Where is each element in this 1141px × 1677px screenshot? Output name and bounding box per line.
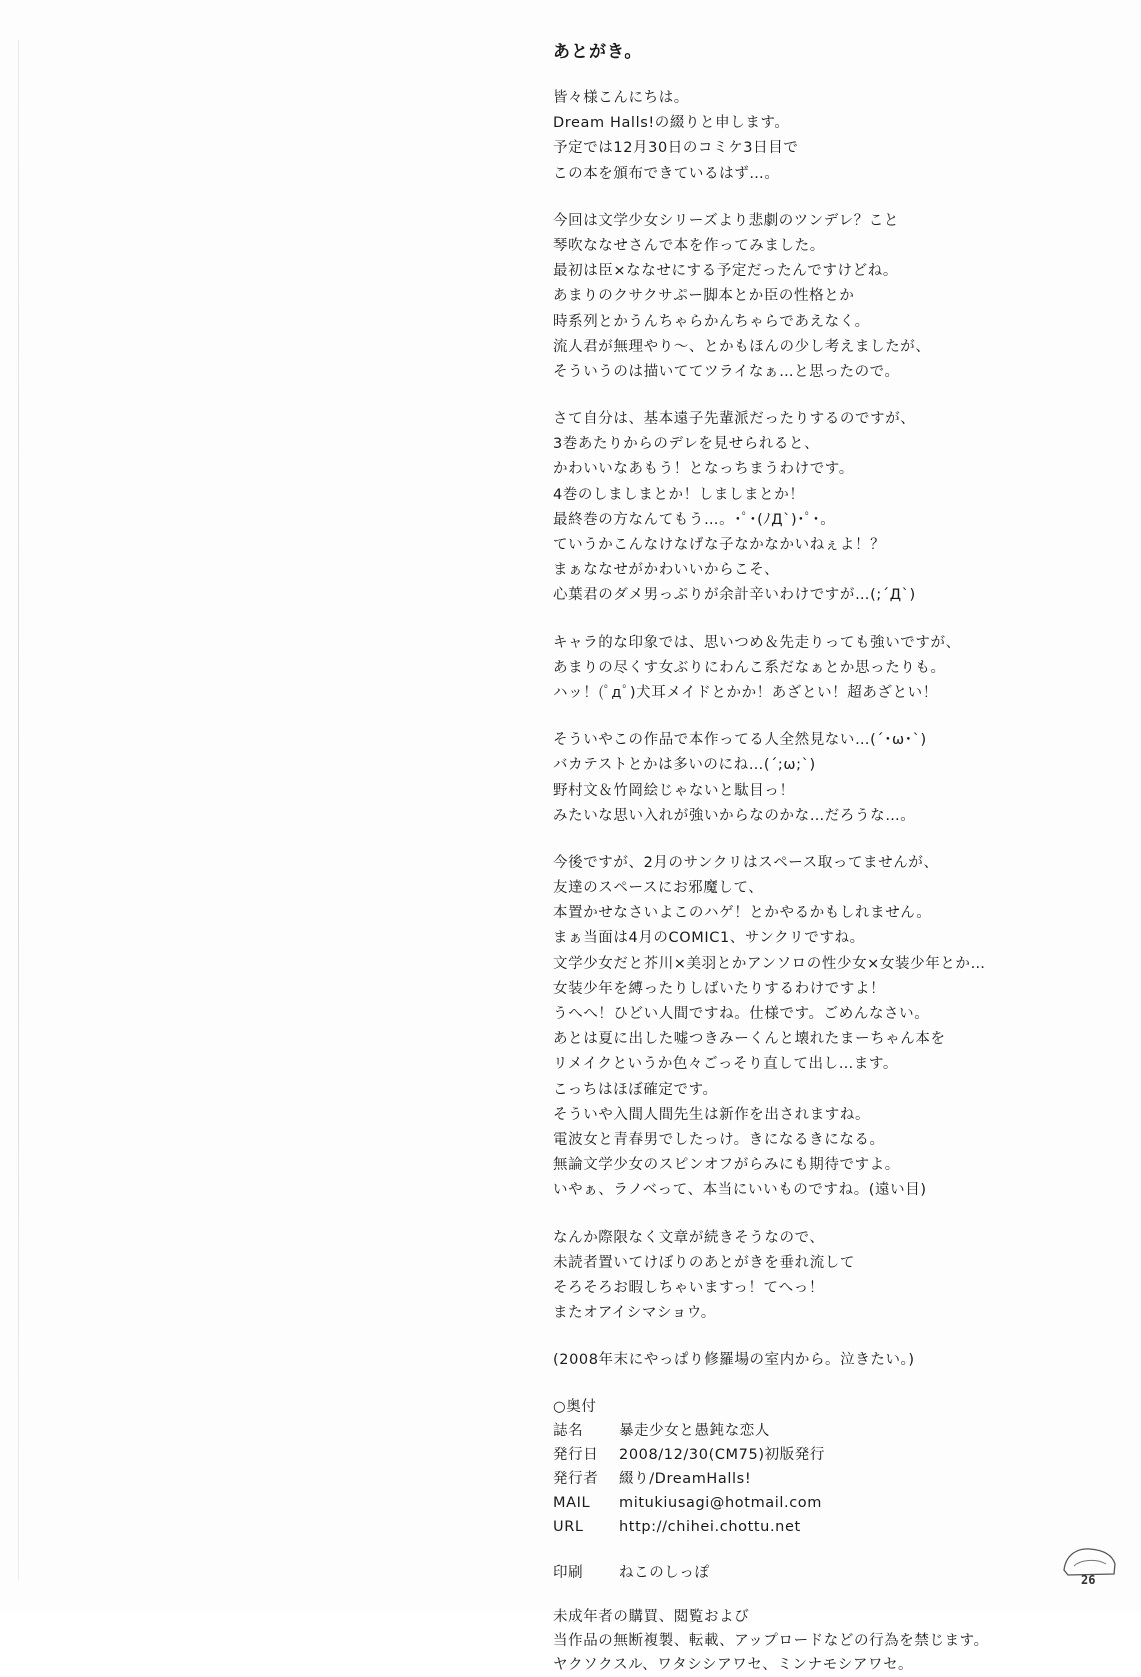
text-line: 電波女と青春男でしたっけ。きになるきになる。: [553, 1131, 885, 1148]
colophon-label: URL: [553, 1519, 584, 1536]
text-line: そういや入間人間先生は新作を出されますね。: [553, 1106, 871, 1123]
colophon-value: 綴り/DreamHalls!: [619, 1471, 752, 1488]
text-line: そういやこの作品で本作ってる人全然見ない…(´･ω･`): [553, 732, 927, 749]
text-line: うへへ！ひどい人間ですね。仕様です。ごめんなさい。: [553, 1006, 930, 1022]
paragraph-1: [553, 86, 1113, 187]
colophon-label: 誌名: [553, 1423, 584, 1440]
text-line: またオアイシマショウ。: [553, 1305, 716, 1322]
afterword-column: [553, 38, 1113, 1677]
text-line: いやぁ、ラノベって、本当にいいものですね。(遠い目): [553, 1182, 927, 1199]
paragraph-7: [553, 1226, 1113, 1327]
text-line: 文学少女だと芥川×美羽とかアンソロの性少女×女装少年とか…: [553, 955, 986, 972]
text-line: バカテストとかは多いのにね…(´;ω;`): [553, 757, 816, 774]
colophon-row-date: [553, 1443, 1113, 1467]
text-line: リメイクというか色々ごっそり直して出し…ます。: [553, 1056, 898, 1073]
notice-line: 当作品の無断複製、転載、アップロードなどの行為を禁じます。: [553, 1633, 989, 1650]
notice-line: 未成年者の購買、閲覧および: [553, 1609, 750, 1626]
text-line: Dream Halls!の綴りと申します。: [553, 115, 790, 132]
text-line: 琴吹ななせさんで本を作ってみました。: [553, 237, 825, 254]
colophon: [553, 1395, 1113, 1585]
page-number: 26: [1081, 1573, 1096, 1587]
text-line: 皆々様こんにちは。: [553, 90, 689, 106]
paragraph-4: [553, 631, 1113, 707]
text-line: ハッ！(ﾟдﾟ)犬耳メイドとかか！あざとい！超あざとい！: [553, 684, 938, 701]
page-edge-line: [18, 40, 19, 1580]
colophon-row-title: [553, 1419, 1113, 1443]
text-line: あまりのクサクサぷー脚本とか臣の性格とか: [553, 288, 855, 305]
text-line: まぁ当面は4月のCOMIC1、サンクリですね。: [553, 930, 865, 947]
text-line: なんか際限なく文章が続きそうなので、: [553, 1229, 825, 1246]
text-line: あまりの尽くす女ぶりにわんこ系だなぁとか思ったりも。: [553, 659, 946, 676]
text-line: ていうかこんなけなげな子なかなかいねぇよ！？: [553, 537, 886, 553]
text-line: 3巻あたりからのデレを見せられると、: [553, 436, 820, 453]
paragraph-6: [553, 851, 1113, 1204]
paragraph-2: [553, 209, 1113, 385]
text-line: あとは夏に出した嘘つきみーくんと壊れたまーちゃん本を: [553, 1031, 946, 1048]
text-line: さて自分は、基本遠子先輩派だったりするのですが、: [553, 411, 916, 428]
paragraph-8: [553, 1348, 1113, 1373]
text-line: 無論文学少女のスピンオフがらみにも期待ですよ。: [553, 1157, 900, 1174]
text-line: こっちはほぼ確定です。: [553, 1081, 718, 1098]
text-line: 女装少年を縛ったりしばいたりするわけですよ！: [553, 980, 886, 997]
text-line: みたいな思い入れが強いからなのかな…だろうな…。: [553, 807, 916, 824]
text-line: 4巻のしましまとか！しましまとか！: [553, 486, 805, 503]
text-line: 最初は臣×ななせにする予定だったんですけどね。: [553, 263, 898, 280]
text-line: まぁななせがかわいいからこそ、: [553, 562, 780, 579]
text-line: 今後ですが、2月のサンクリはスペース取ってませんが、: [553, 854, 939, 871]
afterword-body: [553, 86, 1113, 1373]
text-line: 友達のスペースにお邪魔して、: [553, 880, 764, 897]
colophon-row-mail: [553, 1491, 1113, 1515]
colophon-value: http://chihei.chottu.net: [619, 1519, 801, 1536]
text-line: 時系列とかうんちゃらかんちゃらであえなく。: [553, 313, 870, 330]
colophon-value: 2008/12/30(CM75)初版発行: [619, 1447, 825, 1464]
colophon-row-url: [553, 1515, 1113, 1539]
copyright-notice: [553, 1605, 1113, 1677]
colophon-label: MAIL: [553, 1495, 591, 1512]
colophon-value: ねこのしっぽ: [619, 1565, 710, 1582]
afterword-title: あとがき。: [553, 42, 643, 62]
text-line: この本を頒布できているはず…。: [553, 165, 780, 182]
text-line: 野村文＆竹岡絵じゃないと駄目っ！: [553, 782, 795, 799]
text-line: 本置かせなさいよこのハゲ！とかやるかもしれません。: [553, 905, 932, 922]
colophon-value: 暴走少女と愚鈍な恋人: [619, 1423, 770, 1440]
colophon-label: 発行者: [553, 1471, 599, 1488]
text-line: キャラ的な印象では、思いつめ＆先走りっても強いですが、: [553, 634, 961, 651]
paragraph-5: [553, 728, 1113, 829]
text-line: 流人君が無理やり～、とかもほんの少し考えましたが、: [553, 338, 931, 355]
text-line: 今回は文学少女シリーズより悲劇のツンデレ？こと: [553, 212, 899, 229]
text-line: そういうのは描いててツライなぁ…と思ったので。: [553, 363, 900, 380]
colophon-row-publisher: [553, 1467, 1113, 1491]
text-line: 最終巻の方なんてもう…。･ﾟ･(ﾉД`)･ﾟ･。: [553, 511, 836, 528]
text-line: 心葉君のダメ男っぷりが余計辛いわけですが…(;´Д`): [553, 587, 916, 604]
colophon-label: 印刷: [553, 1565, 584, 1582]
notice-line: ヤクソクスル、ワタシシアワセ、ミンナモシアワセ。: [553, 1657, 914, 1674]
text-line: そろそろお暇しちゃいますっ！てへっ！: [553, 1279, 824, 1296]
text-line: 予定では12月30日のコミケ3日目で: [553, 140, 799, 157]
text-line: 未読者置いてけぼりのあとがきを垂れ流して: [553, 1254, 855, 1271]
text-line: かわいいなあもう！となっちまうわけです。: [553, 461, 854, 478]
colophon-heading: ○奥付: [553, 1399, 597, 1416]
paragraph-3: [553, 407, 1113, 609]
colophon-spacer: [553, 1539, 1113, 1561]
colophon-value: mitukiusagi@hotmail.com: [619, 1495, 823, 1512]
colophon-label: 発行日: [553, 1447, 599, 1464]
text-line: (2008年末にやっぱり修羅場の室内から。泣きたい。): [553, 1352, 915, 1369]
colophon-row-printer: [553, 1561, 1113, 1585]
